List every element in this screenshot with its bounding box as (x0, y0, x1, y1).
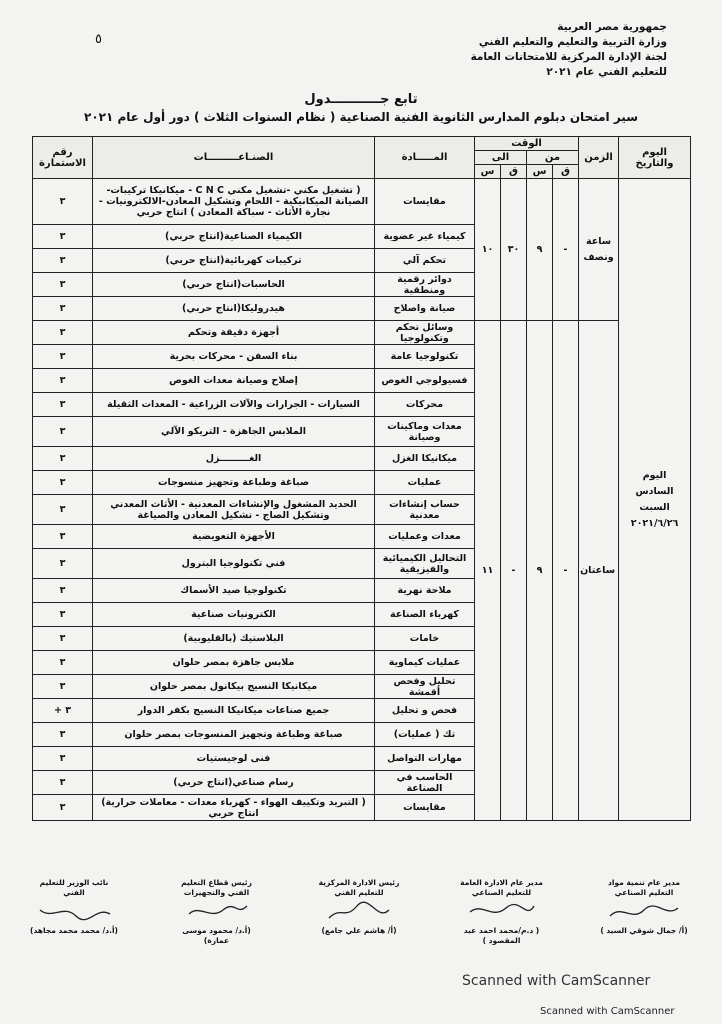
form-number-cell: ٣ (33, 447, 93, 471)
header-form-number: رقم الاستمارة (33, 137, 93, 179)
industries-cell: تركيبات كهربائية(انتاج حربي) (93, 249, 375, 273)
signature-1: مدير عام تنمية مواد التعليم الصناعي (أ/ جمال شوقي السيد ) (600, 878, 688, 935)
signature-block (28, 878, 690, 946)
industries-cell: الحاسبات(انتاج حربي) (93, 273, 375, 297)
subject-cell: ملاحة نهرية (375, 579, 475, 603)
form-number-cell: ٣ (33, 471, 93, 495)
to-hour-2: ١١ (475, 321, 501, 821)
title-line-1: تابع جـــــــــــدول (304, 92, 418, 107)
form-number-cell: ٣ (33, 723, 93, 747)
handwritten-signature (319, 900, 399, 924)
form-number-cell: ٣ (33, 225, 93, 249)
subject-cell: فحص و تحليل (375, 699, 475, 723)
form-number-cell: ٣ (33, 273, 93, 297)
header-line: وزارة التربية والتعليم والتعليم الفني (478, 36, 667, 48)
header-line: للتعليم الفني عام ٢٠٢١ (546, 66, 667, 78)
subject-cell: ميكانيكا الغزل (375, 447, 475, 471)
subject-cell: معدات وماكينات وصيانة (375, 417, 475, 447)
industries-cell: الحديد المشغول والإنشاءات المعدنية - الأثاث المعدني وتشكيل الصاج - تشكيل المعادن والصياغة (93, 495, 375, 525)
header-from-minute: ق (553, 165, 579, 179)
scanner-watermark-small: Scanned with CamScanner (540, 1006, 675, 1017)
form-number-cell: ٣ (33, 675, 93, 699)
day-cell: اليوم السادس السبت ٢٠٢١/٦/٢٦ (619, 179, 691, 821)
form-number-cell: ٣ (33, 297, 93, 321)
form-number-cell: ٣ (33, 417, 93, 447)
form-number-cell: ٣ (33, 393, 93, 417)
form-number-cell: ٣ (33, 345, 93, 369)
industries-cell: فنى لوجيستيات (93, 747, 375, 771)
subject-cell: مهارات التواصل (375, 747, 475, 771)
subject-cell: مقايسات (375, 795, 475, 821)
form-number-cell: ٣ (33, 525, 93, 549)
header-from-hour: س (527, 165, 553, 179)
subject-cell: كيمياء غير عضوية (375, 225, 475, 249)
header-time: الوقت (475, 137, 579, 151)
signature-3: رئيس الادارة المركزية للتعليم الفني (أ/ هاشم علي جامع) (318, 878, 400, 935)
header-to-hour: س (475, 165, 501, 179)
industries-cell: الغـــــــــزل (93, 447, 375, 471)
form-number-cell: ٣ (33, 495, 93, 525)
industries-cell: تكنولوجيا صيد الأسماك (93, 579, 375, 603)
header-to-minute: ق (501, 165, 527, 179)
subject-cell: فسيولوجي الغوص (375, 369, 475, 393)
industries-cell: الملابس الجاهزة - التريكو الآلي (93, 417, 375, 447)
header-line: لجنة الإدارة المركزية للامتحانات العامة (470, 51, 667, 63)
form-number-cell: ٣ (33, 747, 93, 771)
industries-cell: الأجهزة التعويضية (93, 525, 375, 549)
form-number-cell: ٣ (33, 651, 93, 675)
subject-cell: صيانة واصلاح (375, 297, 475, 321)
handwritten-signature (177, 900, 257, 924)
document-header (437, 20, 667, 80)
industries-cell: البلاستيك (بالقليوبية) (93, 627, 375, 651)
form-number-cell: ٣ (33, 549, 93, 579)
industries-cell: ( التبريد وتكييف الهواء - كهرباء معدات - معاملات حرارية) انتاج حربي (93, 795, 375, 821)
industries-cell: إصلاح وصيانة معدات الغوص (93, 369, 375, 393)
duration-cell-1: ساعة ونصف (579, 179, 619, 321)
subject-cell: تكنولوجيا عامة (375, 345, 475, 369)
industries-cell: صباغة وطباعة وتجهيز المنسوجات بمصر حلوان (93, 723, 375, 747)
from-minute-1: - (553, 179, 579, 321)
subject-cell: معدات وعمليات (375, 525, 475, 549)
signature-5: نائب الوزير للتعليم الفني (أ.د/ محمد محمد مجاهد) (30, 878, 118, 935)
industries-cell: الكترونيات صناعية (93, 603, 375, 627)
duration-cell-2: ساعتان (579, 321, 619, 821)
signature-4: رئيس قطاع التعليم الفني والتجهيزات (أ.د/ محمود موسى عمارة) (171, 878, 263, 946)
industries-cell: ميكانيكا النسيج بيكانول بمصر حلوان (93, 675, 375, 699)
subject-cell: دوائر رقمية ومنطقية (375, 273, 475, 297)
industries-cell: هيدروليكا(انتاج حربي) (93, 297, 375, 321)
subject-cell: الحاسب في الصناعة (375, 771, 475, 795)
to-minute-1: ٣٠ (501, 179, 527, 321)
subject-cell: عمليات كيماوية (375, 651, 475, 675)
subject-cell: مقايسات (375, 179, 475, 225)
industries-cell: أجهزة دقيقة وتحكم (93, 321, 375, 345)
form-number-cell: ٣ (33, 627, 93, 651)
header-to: الى (475, 151, 527, 165)
industries-cell: صباغة وطباعة وتجهيز منسوجات (93, 471, 375, 495)
form-number-cell: ٣ (33, 321, 93, 345)
to-hour-1: ١٠ (475, 179, 501, 321)
subject-cell: تحليل وفحص أقمشة (375, 675, 475, 699)
form-number-cell: ٣ (33, 603, 93, 627)
exam-schedule-table (32, 136, 691, 821)
handwritten-signature (462, 900, 542, 924)
to-minute-2: - (501, 321, 527, 821)
subject-cell: تك ( عمليات) (375, 723, 475, 747)
subject-cell: حساب إنشاءات معدنية (375, 495, 475, 525)
subject-cell: كهرباء الصناعة (375, 603, 475, 627)
subject-cell: التحاليل الكيميائية والفيزيقية (375, 549, 475, 579)
form-number-cell: ٣ (33, 771, 93, 795)
form-number-cell: ٣ (33, 249, 93, 273)
scanner-watermark: Scanned with CamScanner (462, 973, 651, 989)
industries-cell: الكيمياء الصناعية(انتاج حربي) (93, 225, 375, 249)
header-subject: المـــــادة (375, 137, 475, 179)
header-industries: الصنـاعـــــــــات (93, 137, 375, 179)
header-duration: الزمن (579, 137, 619, 179)
handwritten-signature (604, 900, 684, 924)
subject-cell: خامات (375, 627, 475, 651)
industries-cell: فني تكنولوجيا البترول (93, 549, 375, 579)
header-day: اليوم والتاريخ (619, 137, 691, 179)
subject-cell: عمليات (375, 471, 475, 495)
form-number-cell: ٣ (33, 579, 93, 603)
industries-cell: السيارات - الجرارات والآلات الزراعية - المعدات الثقيلة (93, 393, 375, 417)
handwritten-signature (34, 900, 114, 924)
form-number-cell: ٣ (33, 179, 93, 225)
subject-cell: محركات (375, 393, 475, 417)
title-line-2: سير امتحان دبلوم المدارس الثانوية الفنية الصناعية ( نظام السنوات الثلاث ) دور أول عام ٢٠٢١ (84, 110, 638, 124)
from-minute-2: - (553, 321, 579, 821)
page-number: ٥ (95, 32, 102, 47)
header-line: جمهورية مصر العربية (557, 21, 667, 33)
form-number-cell: ٣ + (33, 699, 93, 723)
form-number-cell: ٣ (33, 795, 93, 821)
form-number-cell: ٣ (33, 369, 93, 393)
from-hour-1: ٩ (527, 179, 553, 321)
from-hour-2: ٩ (527, 321, 553, 821)
header-from: من (527, 151, 579, 165)
industries-cell: جميع صناعات ميكانيكا النسيج بكفر الدوار (93, 699, 375, 723)
industries-cell: رسام صناعي(انتاج حربي) (93, 771, 375, 795)
industries-cell: بناء السفن - محركات بحرية (93, 345, 375, 369)
industries-cell: ملابس جاهزة بمصر حلوان (93, 651, 375, 675)
subject-cell: وسائل تحكم وتكنولوجيا (375, 321, 475, 345)
industries-cell: ( تشغيل مكني -تشغيل مكني C N C - ميكانيكا تركيبات- الصيانة الميكانيكية - اللحام وتشكيل المعادن-الالكترونيات - نجارة الأثاث - سباكة المعادن ) انتاج حربي (93, 179, 375, 225)
subject-cell: تحكم آلي (375, 249, 475, 273)
signature-2: مدير عام الادارة العامة للتعليم الصناعي ( د.م/محمد احمد عبد المقصود ) (460, 878, 543, 945)
